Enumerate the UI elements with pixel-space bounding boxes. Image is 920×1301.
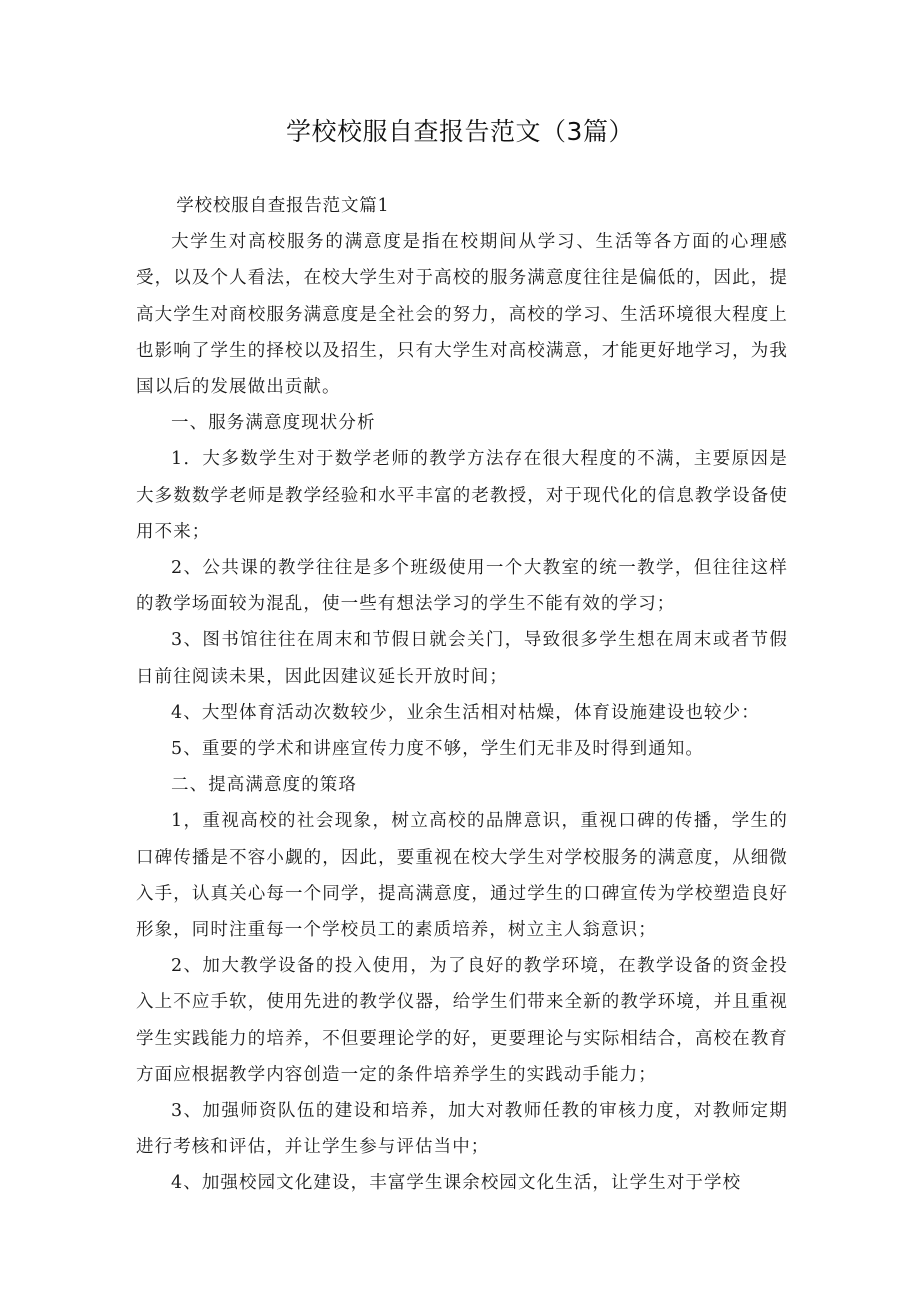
document-title: 学校校服自查报告范文（3篇） — [286, 117, 634, 146]
section-heading-strategy: 二、提高满意度的策珞 — [171, 775, 357, 796]
paragraph-intro: 大学生对高校服务的满意度是指在校期间从学习、生活等各方面的心理感受，以及个人看法，在校大学生对于高校的服务满意度往往是偏低的，因此，提高大学生对商校服务满意度是全社会的努力，高校的学习、生活环境很大程度上也影响了学生的择校以及招生，只有大学生对高校满意，才能更好地学习，为我国以后的发展做出贡献。 — [136, 232, 788, 398]
paragraph-item-1: 1．大多数学生对于数学老师的教学方法存在很大程度的不满，主要原因是大多数数学老师是教学经验和水平丰富的老教授，对于现代化的信息教学设备使用不来； — [136, 449, 788, 542]
document-body — [136, 188, 788, 1202]
section-heading-analysis: 一、服务满意度现状分析 — [171, 413, 376, 434]
paragraph-item-2: 2、公共课的教学往往是多个班级使用一个大教室的统一教学，但往往这样的教学场面较为混乱，使一些有想法学习的学生不能有效的学习； — [136, 558, 788, 615]
section-subtitle: 学校校服自查报告范文篇1 — [176, 196, 390, 216]
paragraph-item-5: 5、重要的学术和讲座宣传力度不够，学生们无非及时得到通知。 — [171, 739, 705, 760]
paragraph-item-3: 3、图书馆往往在周末和节假日就会关门，导致很多学生想在周末或者节假日前往阅读未果，因此因建议延长开放时间； — [136, 630, 788, 687]
paragraph-strategy-3: 3、加强师资队伍的建设和培养，加大对教师任教的审核力度，对教师定期进行考核和评估，并让学生参与评估当中； — [136, 1101, 788, 1158]
paragraph-item-4: 4、大型体育活动次数较少，业余生活相对枯燥，体育设施建设也较少： — [171, 702, 760, 723]
paragraph-strategy-2: 2、加大教学设备的投入使用，为了良好的教学环境，在教学设备的资金投入上不应手软，使用先进的教学仪器，给学生们带来全新的教学环境，并且重视学生实践能力的培养，不但要理论学的好，更要理论与实际相结合，高校在教育方面应根据教学内容创造一定的条件培养学生的实践动手能力； — [136, 956, 788, 1085]
paragraph-strategy-1: 1，重视高校的社会现象，树立高校的品牌意识，重视口碑的传播，学生的口碑传播是不容小觑的，因此，要重视在校大学生对学校服务的满意度，从细微入手，认真关心每一个同学，提高满意度，通过学生的口碑宣传为学校塑造良好形象，同时注重每一个学校员工的素质培养，树立主人翁意识； — [136, 811, 788, 941]
paragraph-strategy-4: 4、加强校园文化建设，丰富学生课余校园文化生活，让学生对于学校 — [171, 1173, 742, 1194]
